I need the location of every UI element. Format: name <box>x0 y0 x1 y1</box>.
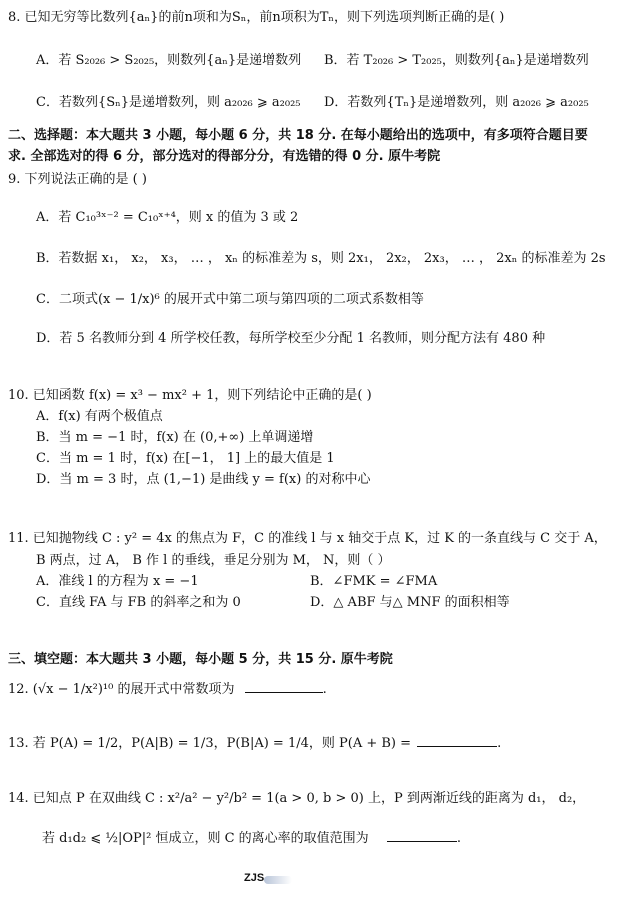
question-13 <box>8 734 501 752</box>
q13-answer-blank[interactable] <box>417 734 497 747</box>
q8-option-b: B．若 T₂₀₂₆ > T₂₀₂₅，则数列{aₙ}是递增数列 <box>324 53 589 68</box>
q13-period: . <box>497 736 502 751</box>
q11-stem-line-1: 11. 已知抛物线 C : y² = 4x 的焦点为 F，C 的准线 l 与 x 轴交于点 K，过 K 的一条直线与 C 交于 A， <box>8 531 607 546</box>
q14-answer-blank[interactable] <box>387 829 457 842</box>
q12-text: 12. (√x − 1/x²)¹⁰ 的展开式中常数项为 <box>8 682 235 697</box>
q10-option-b: B．当 m = −1 时，f(x) 在 (0,+∞) 上单调递增 <box>36 430 314 445</box>
q11-option-c: C．直线 FA 与 FB 的斜率之和为 0 <box>36 595 241 610</box>
q10-option-a: A．f(x) 有两个极值点 <box>36 409 163 424</box>
footer-code: ZJS <box>244 872 265 884</box>
section-3-header: 三、填空题：本大题共 3 小题，每小题 5 分，共 15 分. 原牛考院 <box>8 652 393 667</box>
q8-option-c: C．若数列{Sₙ}是递增数列，则 a₂₀₂₆ ⩾ a₂₀₂₅ <box>36 95 301 110</box>
q11-option-b: B．∠FMK = ∠FMA <box>310 574 438 589</box>
q11-stem-line-2: B 两点，过 A， B 作 l 的垂线，垂足分别为 M， N，则（ ） <box>36 553 391 568</box>
q10-option-c: C．当 m = 1 时，f(x) 在[−1， 1] 上的最大值是 1 <box>36 451 335 466</box>
q13-text: 13. 若 P(A) = 1/2，P(A|B) = 1/3，P(B|A) = 1/4，则 P(A + B) = <box>8 736 412 751</box>
q14-line-1: 14. 已知点 P 在双曲线 C : x²/a² − y²/b² = 1(a > 0, b > 0) 上，P 到两渐近线的距离为 d₁， d₂， <box>8 791 586 806</box>
q10-option-d: D．当 m = 3 时，点 (1,−1) 是曲线 y = f(x) 的对称中心 <box>36 472 371 487</box>
q10-stem: 10. 已知函数 f(x) = x³ − mx² + 1，则下列结论中正确的是( ) <box>8 388 372 403</box>
q14-line-2 <box>42 829 461 847</box>
q12-answer-blank[interactable] <box>245 680 323 693</box>
q9-stem: 9. 下列说法正确的是 ( ) <box>8 172 147 187</box>
q8-stem: 8. 已知无穷等比数列{aₙ}的前n项和为Sₙ，前n项积为Tₙ，则下列选项判断正确的是( ) <box>8 10 505 25</box>
q9-option-c: C．二项式(x − 1/x)⁶ 的展开式中第二项与第四项的二项式系数相等 <box>36 292 424 307</box>
section-2-line-1: 二、选择题：本大题共 3 小题，每小题 6 分，共 18 分. 在每小题给出的选项中，有多项符合题目要 <box>8 128 588 143</box>
q8-option-a: A．若 S₂₀₂₆ > S₂₀₂₅，则数列{aₙ}是递增数列 <box>36 53 302 68</box>
q12-period: . <box>322 682 327 697</box>
q11-option-d: D．△ ABF 与△ MNF 的面积相等 <box>310 595 510 610</box>
footer-watermark <box>264 876 292 884</box>
q14-text: 若 d₁d₂ ⩽ ½|OP|² 恒成立，则 C 的离心率的取值范围为 <box>42 831 369 846</box>
q9-option-a: A．若 C₁₀³ˣ⁻² = C₁₀ˣ⁺⁴，则 x 的值为 3 或 2 <box>36 210 299 225</box>
q9-option-d: D．若 5 名教师分到 4 所学校任教，每所学校至少分配 1 名教师，则分配方法有 480 种 <box>36 331 546 346</box>
q14-period: . <box>456 831 461 846</box>
section-2-line-2: 求. 全部选对的得 6 分，部分选对的得部分分，有选错的得 0 分. 原牛考院 <box>8 149 441 164</box>
q11-option-a: A．准线 l 的方程为 x = −1 <box>36 574 199 589</box>
question-12 <box>8 680 327 698</box>
q9-option-b: B．若数据 x₁， x₂， x₃， … ， xₙ 的标准差为 s，则 2x₁， 2x₂， 2x₃， … ， 2xₙ 的标准差为 2s <box>36 251 606 266</box>
q8-option-d: D．若数列{Tₙ}是递增数列，则 a₂₀₂₆ ⩾ a₂₀₂₅ <box>324 95 589 110</box>
